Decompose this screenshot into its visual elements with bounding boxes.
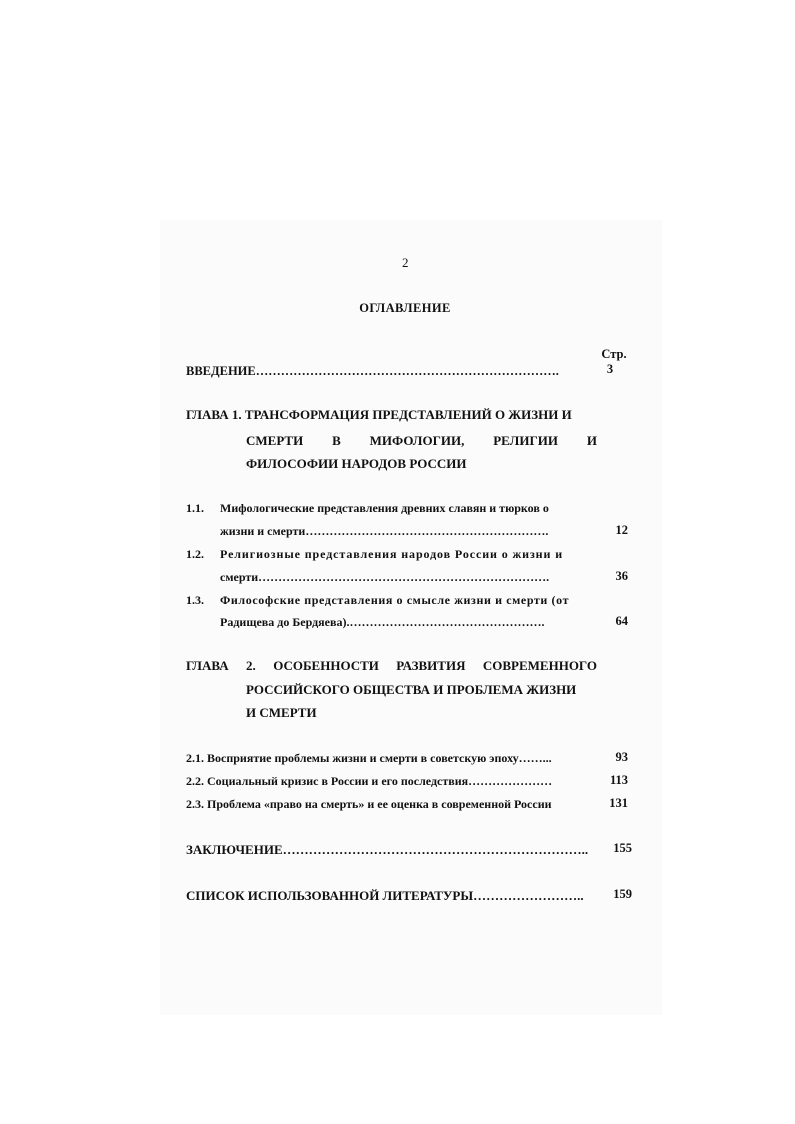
chapter1-word: И — [586, 433, 597, 448]
chapter2-word: ГЛАВА — [186, 658, 229, 673]
chapter2-word: СОВРЕМЕННОГО — [482, 658, 597, 673]
section-title-line2: Радищева до Бердяева).…………………………………………. — [220, 615, 545, 629]
section-page: 93 — [615, 750, 628, 764]
section-number: 1.1. — [186, 501, 204, 515]
section-number: 1.2. — [186, 547, 204, 561]
section-page: 113 — [609, 773, 628, 787]
chapter2-word: 2. — [246, 658, 256, 673]
chapter1-word: В — [332, 433, 341, 448]
section-page: 36 — [615, 569, 628, 583]
section-title: 2.2. Социальный кризис в России и его последствия………………… — [186, 774, 553, 788]
chapter2-title-line2: РОССИЙСКОГО ОБЩЕСТВА И ПРОБЛЕМА ЖИЗНИ — [246, 682, 577, 697]
toc-references-label: СПИСОК ИСПОЛЬЗОВАННОЙ ЛИТЕРАТУРЫ…………………….. — [186, 888, 584, 903]
toc-conclusion-label: ЗАКЛЮЧЕНИЕ…………………………………………………………….. — [186, 842, 589, 857]
chapter1-word: РЕЛИГИИ — [493, 433, 558, 448]
toc-references-page: 159 — [613, 887, 632, 901]
toc-intro-label: ВВЕДЕНИЕ………………………………………………………………. — [186, 364, 559, 378]
section-page: 64 — [615, 614, 628, 628]
page-column-header: Стр. — [601, 347, 627, 361]
section-title-line1: Религиозные представления народов России о жизни и — [220, 547, 564, 561]
section-title: 2.1. Восприятие проблемы жизни и смерти в советскую эпоху……... — [186, 751, 552, 765]
section-page: 131 — [609, 796, 628, 810]
section-title: 2.3. Проблема «право на смерть» и ее оценка в современной России — [186, 797, 552, 811]
chapter1-word: МИФОЛОГИИ, — [369, 433, 465, 448]
section-number: 1.3. — [186, 593, 204, 607]
section-title-line2: жизни и смерти……………………………………………………. — [220, 524, 549, 538]
chapter2-title-line3: И СМЕРТИ — [246, 705, 317, 720]
chapter1-title-line1: ГЛАВА 1. ТРАНСФОРМАЦИЯ ПРЕДСТАВЛЕНИЙ О ЖИЗНИ И — [186, 407, 572, 422]
section-title-line1: Философские представления о смысле жизни и смерти (от — [220, 593, 570, 607]
section-title-line1: Мифологические представления древних славян и тюрков о — [220, 501, 549, 515]
chapter2-word: ОСОБЕННОСТИ — [273, 658, 379, 673]
chapter2-title-line1 — [186, 658, 597, 674]
section-title-line2: смерти………………………………………………………………. — [220, 570, 550, 584]
section-page: 12 — [615, 523, 628, 537]
chapter1-word: СМЕРТИ — [246, 433, 304, 448]
page-number: 2 — [402, 255, 409, 270]
chapter1-title-line3: ФИЛОСОФИИ НАРОДОВ РОССИИ — [246, 456, 467, 471]
toc-intro-page: 3 — [606, 362, 614, 376]
toc-title: ОГЛАВЛЕНИЕ — [359, 301, 451, 315]
chapter1-title-line2 — [246, 433, 597, 449]
chapter2-word: РАЗВИТИЯ — [396, 658, 466, 673]
toc-conclusion-page: 155 — [613, 841, 632, 855]
